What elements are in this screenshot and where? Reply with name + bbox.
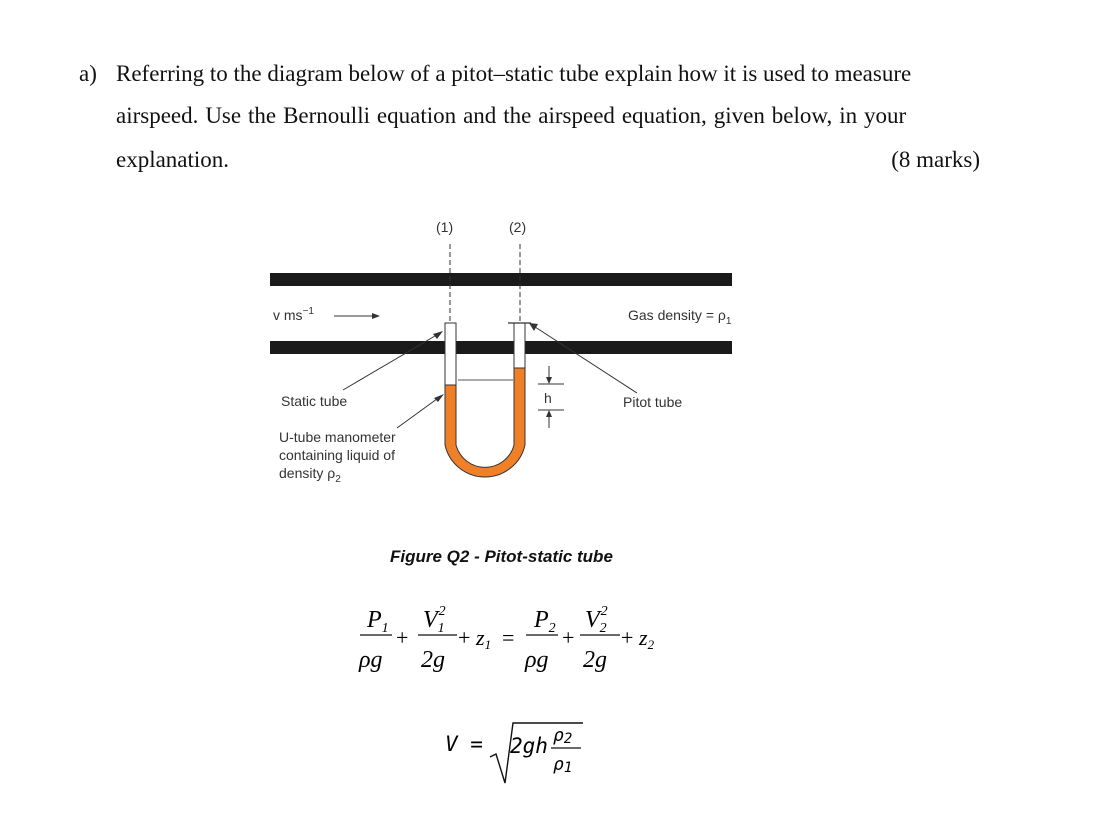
height-label: h bbox=[544, 390, 552, 406]
question-text-line2: airspeed. Use the Bernoulli equation and the airspeed equation, given below, in your bbox=[116, 103, 907, 128]
pitot-tube-label: Pitot tube bbox=[623, 394, 683, 410]
point-1-label: (1) bbox=[436, 219, 454, 235]
eq-2g-1: 2g bbox=[421, 647, 445, 673]
figure-caption: Figure Q2 - Pitot-static tube bbox=[390, 547, 613, 566]
question-text-line1: Referring to the diagram below of a pitot–static tube explain how it is used to measure bbox=[116, 61, 912, 86]
eq-2gh: 2gh bbox=[510, 734, 548, 758]
manometer-label-line2: containing liquid of bbox=[279, 447, 395, 463]
eq-z2: z2 bbox=[639, 625, 655, 652]
eq-2g-2: 2g bbox=[583, 647, 607, 673]
eq-plus-4: + bbox=[621, 625, 634, 650]
velocity-label: v $ms^{-1}$ bbox=[273, 306, 314, 323]
static-tube-label: Static tube bbox=[281, 393, 348, 409]
eq-v1: $V_12$ bbox=[423, 604, 446, 636]
question-marks: (8 marks) bbox=[891, 147, 980, 172]
eq-plus-1: + bbox=[396, 625, 409, 650]
eq-rho-g-1: ρg bbox=[359, 647, 383, 673]
eq-v2: $V_22$ bbox=[585, 604, 608, 636]
gas-density-label: Gas density = $\rho_1$ bbox=[628, 307, 732, 327]
eq-plus-3: + bbox=[562, 625, 575, 650]
eq-p1: $P_1$ bbox=[367, 607, 389, 636]
question-text-line3: explanation. bbox=[116, 147, 230, 172]
manometer-label-line1: U-tube manometer bbox=[279, 429, 396, 445]
eq-plus-2: + bbox=[458, 625, 471, 650]
eq-equals: = bbox=[502, 625, 515, 650]
bernoulli-equation bbox=[358, 604, 655, 673]
question-label: a) bbox=[79, 61, 97, 86]
eq-rho1: ρ1 bbox=[553, 754, 573, 776]
manometer-label-line3: density $\rho_2$ bbox=[279, 465, 341, 485]
eq-p2: $P_2$ bbox=[534, 607, 556, 636]
eq-v-lhs: V = bbox=[445, 732, 483, 756]
eq-rho2: ρ2 bbox=[553, 725, 573, 747]
point-2-label: (2) bbox=[509, 219, 527, 235]
airspeed-equation bbox=[445, 723, 583, 783]
eq-rho-g-2: ρg bbox=[525, 647, 549, 673]
eq-z1: z1 bbox=[476, 625, 492, 652]
